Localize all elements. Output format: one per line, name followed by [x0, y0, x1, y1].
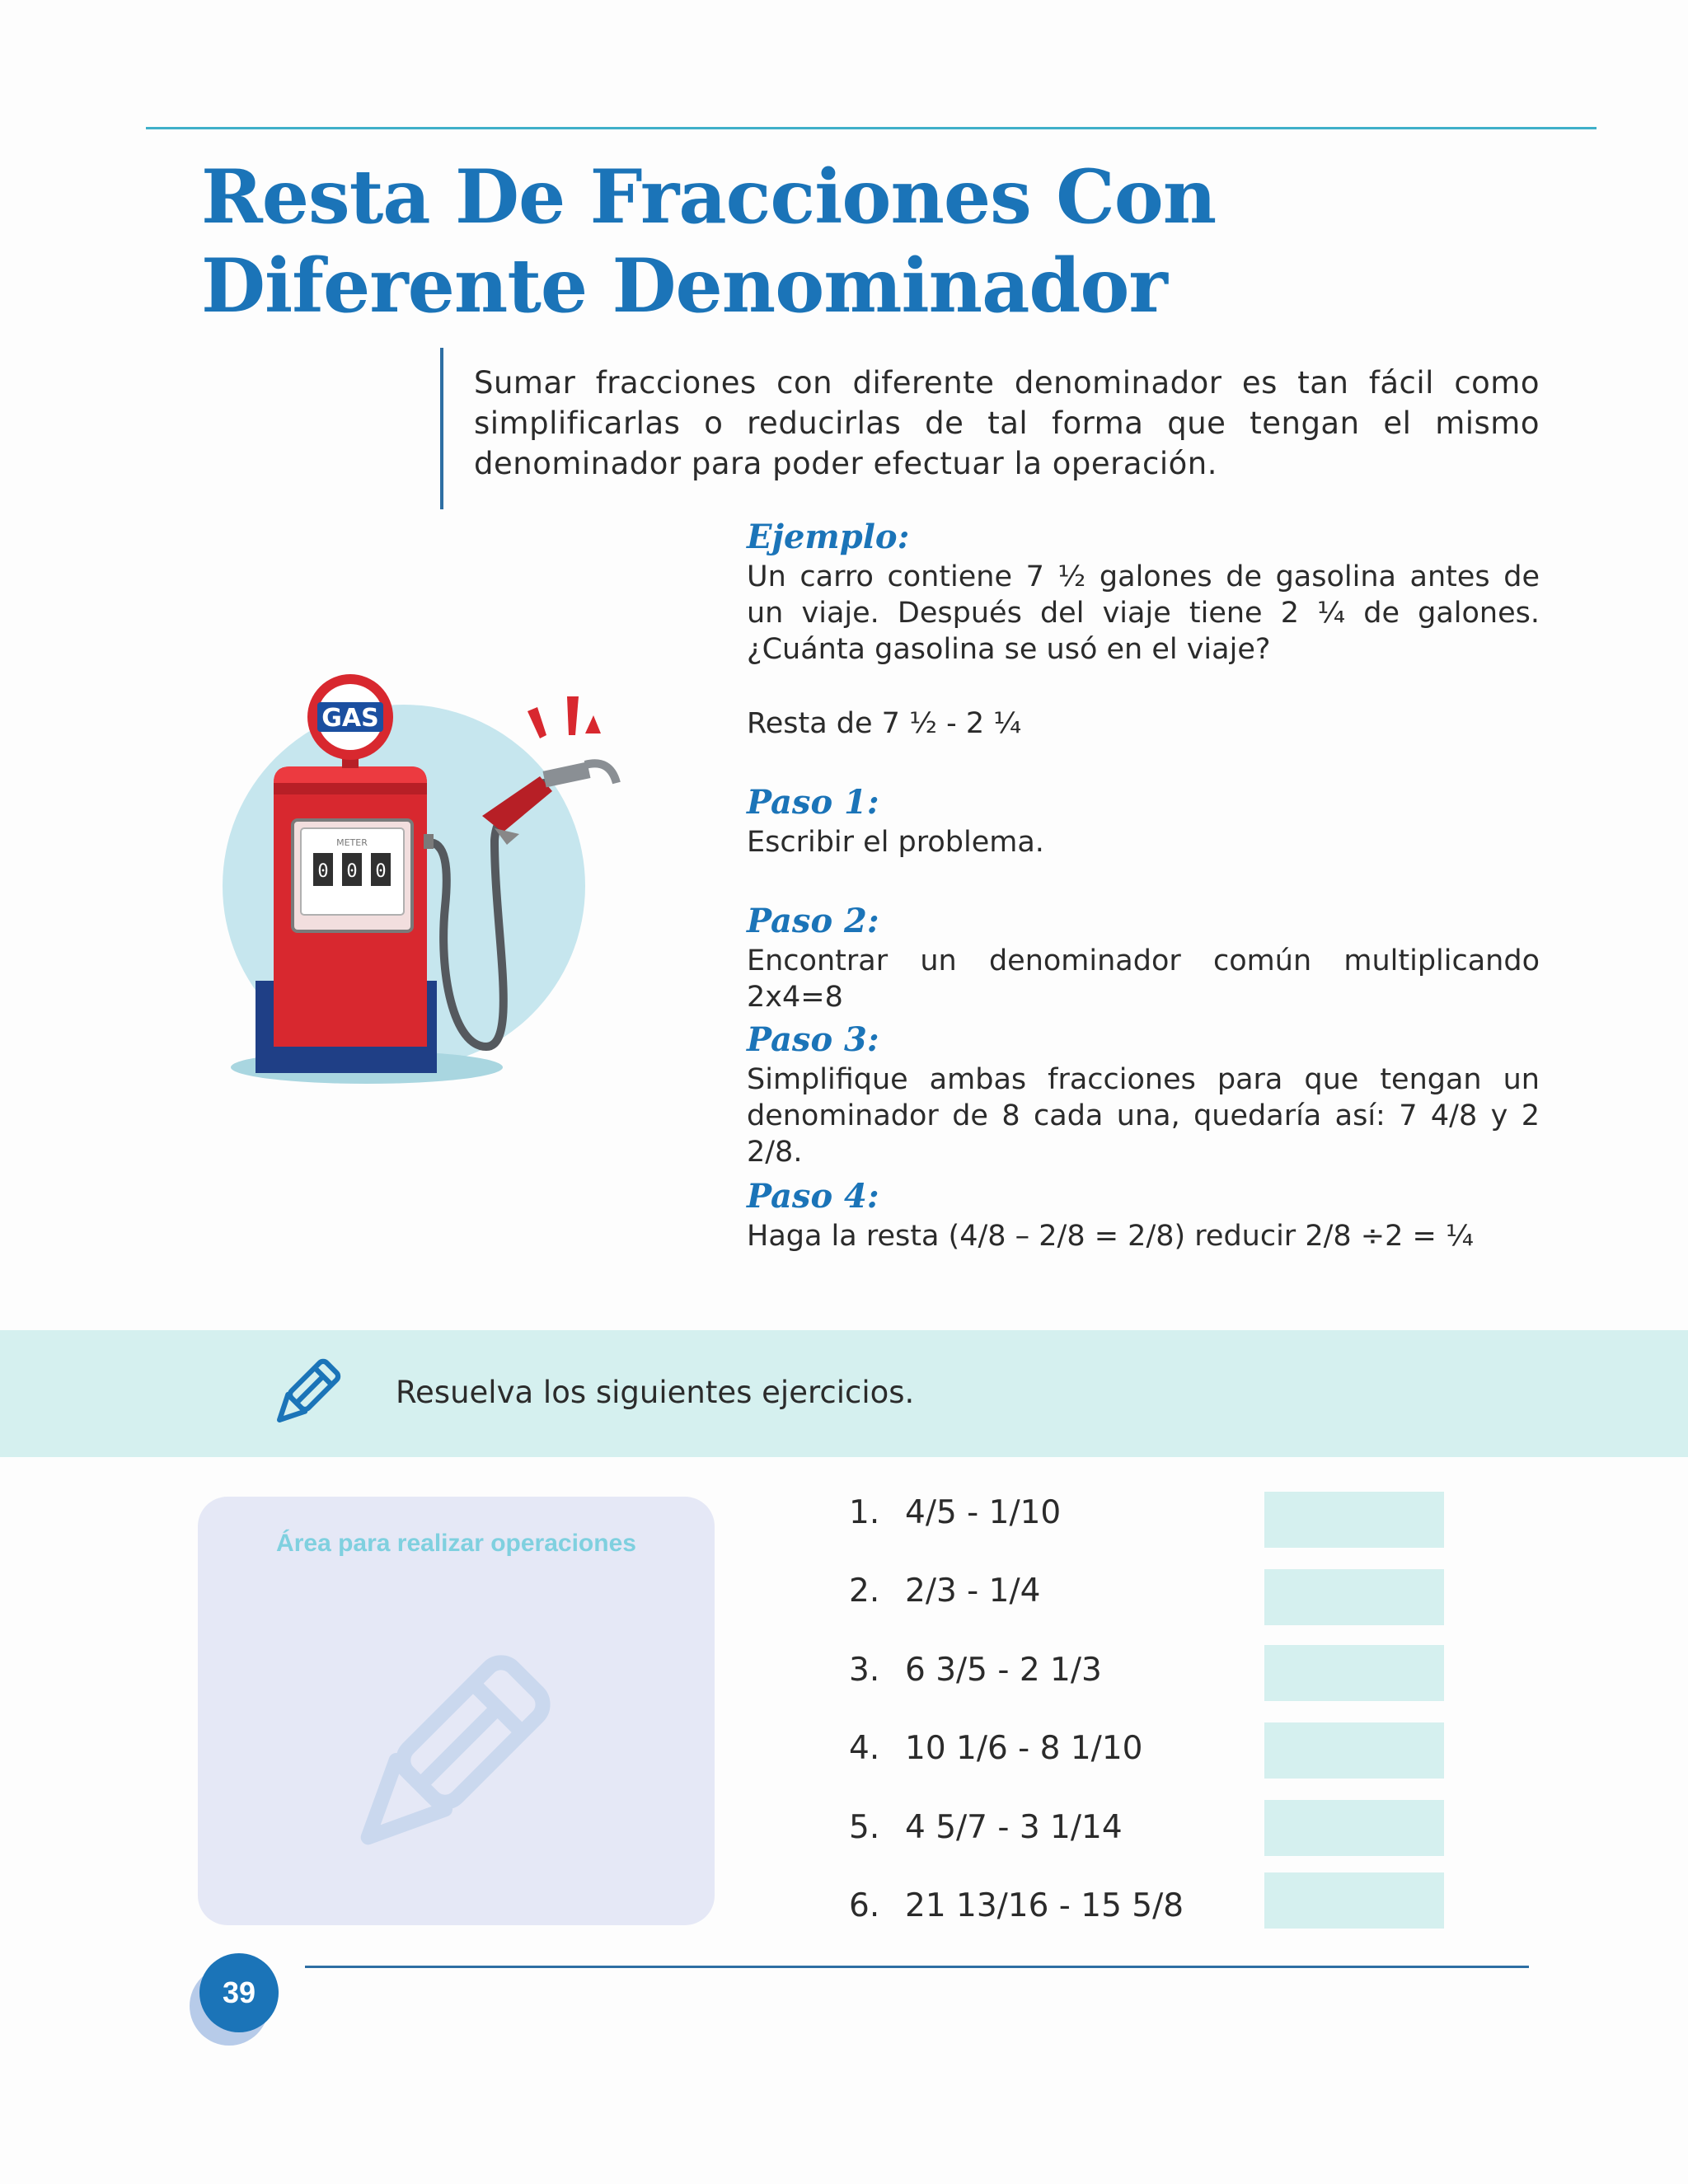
exercise-number: 5.: [849, 1808, 880, 1846]
step-2-heading: Paso 2:: [747, 902, 879, 940]
step-3-heading: Paso 3:: [747, 1020, 879, 1059]
intro-accent-bar: [440, 348, 443, 509]
step-4-text: Haga la resta (4/8 – 2/8 = 2/8) reducir 2/8 ÷2 = ¼: [747, 1220, 1474, 1253]
pencil-icon: [262, 1352, 348, 1437]
meter-label: METER: [336, 837, 368, 848]
exercise-number: 6.: [849, 1886, 880, 1924]
exercise-instruction: Resuelva los siguientes ejercicios.: [396, 1375, 915, 1410]
answer-box-5[interactable]: [1264, 1800, 1444, 1856]
page-number: 39: [199, 1953, 279, 2032]
exercise-number: 1.: [849, 1494, 880, 1531]
exercise-number: 2.: [849, 1572, 880, 1610]
exercise-expression: 10 1/6 - 8 1/10: [905, 1730, 1143, 1768]
page-title: Resta De Fracciones Con Diferente Denominador: [201, 153, 1217, 330]
answer-box-1[interactable]: [1264, 1492, 1444, 1548]
example-operation: Resta de 7 ½ - 2 ¼: [747, 707, 1022, 740]
exercise-expression: 2/3 - 1/4: [905, 1572, 1041, 1610]
exercise-expression: 6 3/5 - 2 1/3: [905, 1651, 1102, 1689]
answer-box-6[interactable]: [1264, 1872, 1444, 1929]
meter-digit-1: 0: [317, 861, 329, 882]
pencil-icon: [321, 1637, 569, 1884]
example-heading: Ejemplo:: [747, 518, 910, 556]
meter-digit-2: 0: [346, 861, 358, 882]
exercise-expression: 21 13/16 - 15 5/8: [905, 1886, 1184, 1924]
step-4-heading: Paso 4:: [747, 1177, 879, 1216]
exercise-expression: 4/5 - 1/10: [905, 1494, 1062, 1531]
exercise-number: 4.: [849, 1730, 880, 1768]
meter-digit-3: 0: [375, 861, 387, 882]
answer-box-4[interactable]: [1264, 1722, 1444, 1779]
step-1-text: Escribir el problema.: [747, 826, 1044, 859]
step-3-text: Simplifique ambas fracciones para que tengan un denominador de 8 cada una, quedaría así: 7 4/8 y 2 2/8.: [747, 1063, 1540, 1169]
answer-box-3[interactable]: [1264, 1645, 1444, 1701]
exercise-expression: 4 5/7 - 3 1/14: [905, 1808, 1123, 1846]
intro-paragraph: Sumar fracciones con diferente denominador es tan fácil como simplificarlas o reducirlas de tal forma que tengan el mismo denominador para poder efectuar la operación.: [474, 365, 1540, 481]
example-text: Un carro contiene 7 ½ galones de gasolina antes de un viaje. Después del viaje tiene 2 ¼ de galones. ¿Cuánta gasolina se usó en el viaje?: [747, 560, 1540, 666]
work-area[interactable]: [198, 1497, 715, 1925]
gas-pump-icon: [223, 659, 701, 1104]
exercise-number: 3.: [849, 1651, 880, 1689]
bottom-rule: [305, 1966, 1529, 1968]
work-area-label: Área para realizar operaciones: [276, 1530, 636, 1557]
gas-sign-text: GAS: [321, 704, 379, 733]
step-1-heading: Paso 1:: [747, 783, 879, 822]
step-2-text: Encontrar un denominador común multiplicando 2x4=8: [747, 944, 1540, 1014]
top-rule: [146, 127, 1597, 129]
answer-box-2[interactable]: [1264, 1569, 1444, 1625]
